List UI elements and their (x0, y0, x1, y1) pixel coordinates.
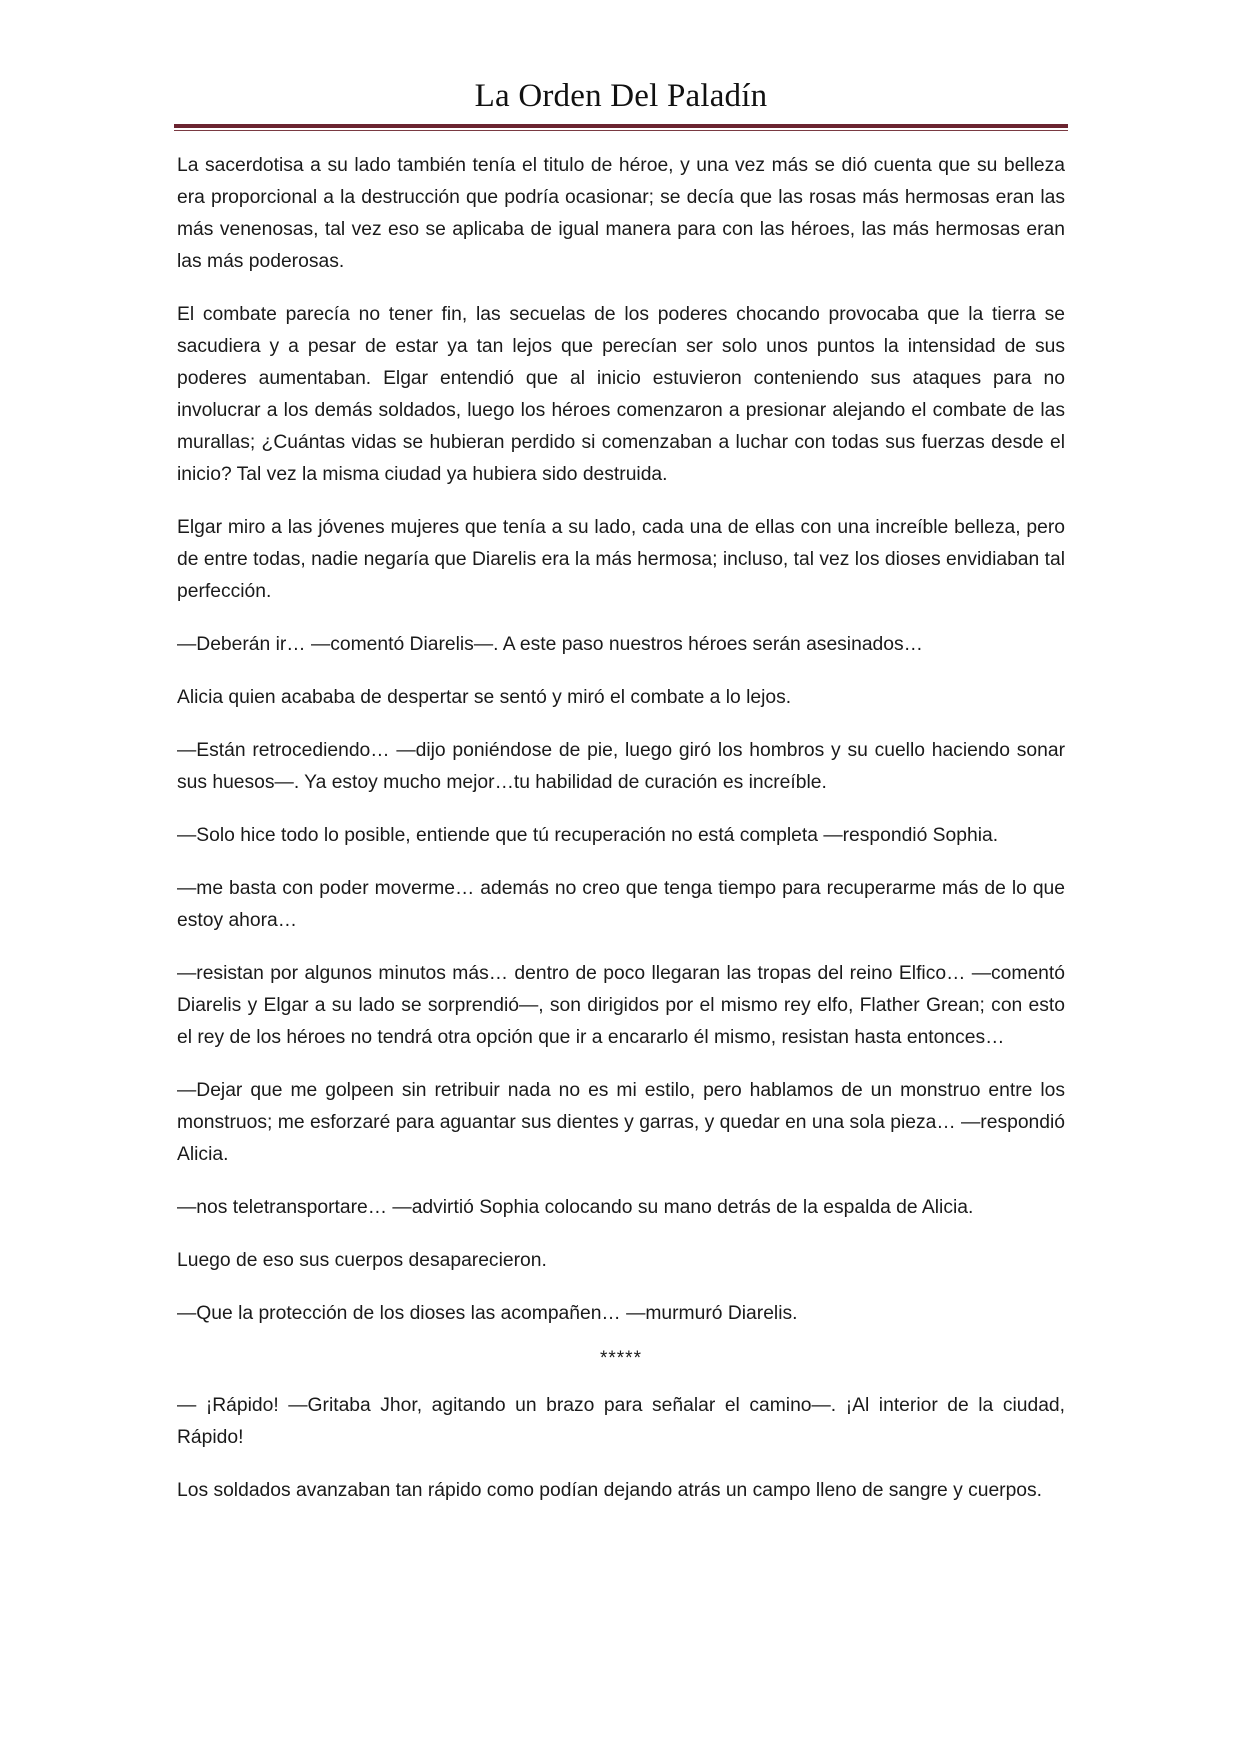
page-title: La Orden Del Paladín (474, 78, 768, 114)
header-rule (174, 124, 1068, 132)
page-content (177, 150, 1065, 1528)
paragraph: —resistan por algunos minutos más… dentro de poco llegaran las tropas del reino Elfico… —comentó Diarelis y Elgar a su lado se sorprendió—, son dirigidos por el mismo rey elfo, Flather Grean; con esto el rey de los héroes no tendrá otra opción que ir a encararlo él mismo, resistan hasta entonces… (177, 963, 1065, 1048)
paragraph: —me basta con poder moverme… además no creo que tenga tiempo para recuperarme más de lo que estoy ahora… (177, 878, 1065, 931)
paragraph: —Dejar que me golpeen sin retribuir nada no es mi estilo, pero hablamos de un monstruo entre los monstruos; me esforzaré para aguantar sus dientes y garras, y quedar en una sola pieza… —respondió Alicia. (177, 1080, 1065, 1165)
paragraph: Luego de eso sus cuerpos desaparecieron. (177, 1250, 547, 1271)
scene-separator: ***** (600, 1348, 642, 1369)
header-rule-thin (174, 130, 1068, 131)
paragraph: El combate parecía no tener fin, las secuelas de los poderes chocando provocaba que la tierra se sacudiera y a pesar de estar ya tan lejos que perecían ser solo unos puntos la intensidad de sus poderes aumentaban. Elgar entendió que al inicio estuvieron conteniendo sus ataques para no involucrar a los demás soldados, luego los héroes comenzaron a presionar alejando el combate de las murallas; ¿Cuántas vidas se hubieran perdido si comenzaban a luchar con todas sus fuerzas desde el inicio? Tal vez la misma ciudad ya hubiera sido destruida. (177, 304, 1065, 485)
page-header (174, 74, 1068, 132)
paragraph: —nos teletransportare… —advirtió Sophia colocando su mano detrás de la espalda de Alicia. (177, 1197, 974, 1218)
paragraph: —Están retrocediendo… —dijo poniéndose de pie, luego giró los hombros y su cuello haciendo sonar sus huesos—. Ya estoy mucho mejor…tu habilidad de curación es increíble. (177, 740, 1065, 793)
paragraph: La sacerdotisa a su lado también tenía el titulo de héroe, y una vez más se dió cuenta que su belleza era proporcional a la destrucción que podría ocasionar; se decía que las rosas más hermosas eran las más venenosas, tal vez eso se aplicaba de igual manera para con las héroes, las más hermosas eran las más poderosas. (177, 155, 1065, 272)
paragraph: Alicia quien acababa de despertar se sentó y miró el combate a lo lejos. (177, 687, 792, 708)
header-rule-thick (174, 124, 1068, 128)
paragraph: —Deberán ir… —comentó Diarelis—. A este paso nuestros héroes serán asesinados… (177, 634, 923, 655)
paragraph: —Que la protección de los dioses las acompañen… —murmuró Diarelis. (177, 1303, 798, 1324)
paragraph: — ¡Rápido! —Gritaba Jhor, agitando un brazo para señalar el camino—. ¡Al interior de la ciudad, Rápido! (177, 1395, 1065, 1448)
paragraph: Elgar miro a las jóvenes mujeres que tenía a su lado, cada una de ellas con una increíble belleza, pero de entre todas, nadie negaría que Diarelis era la más hermosa; incluso, tal vez los dioses envidiaban tal perfección. (177, 517, 1065, 602)
paragraph: Los soldados avanzaban tan rápido como podían dejando atrás un campo lleno de sangre y cuerpos. (177, 1480, 1043, 1501)
paragraph: —Solo hice todo lo posible, entiende que tú recuperación no está completa —respondió Sophia. (177, 825, 999, 846)
